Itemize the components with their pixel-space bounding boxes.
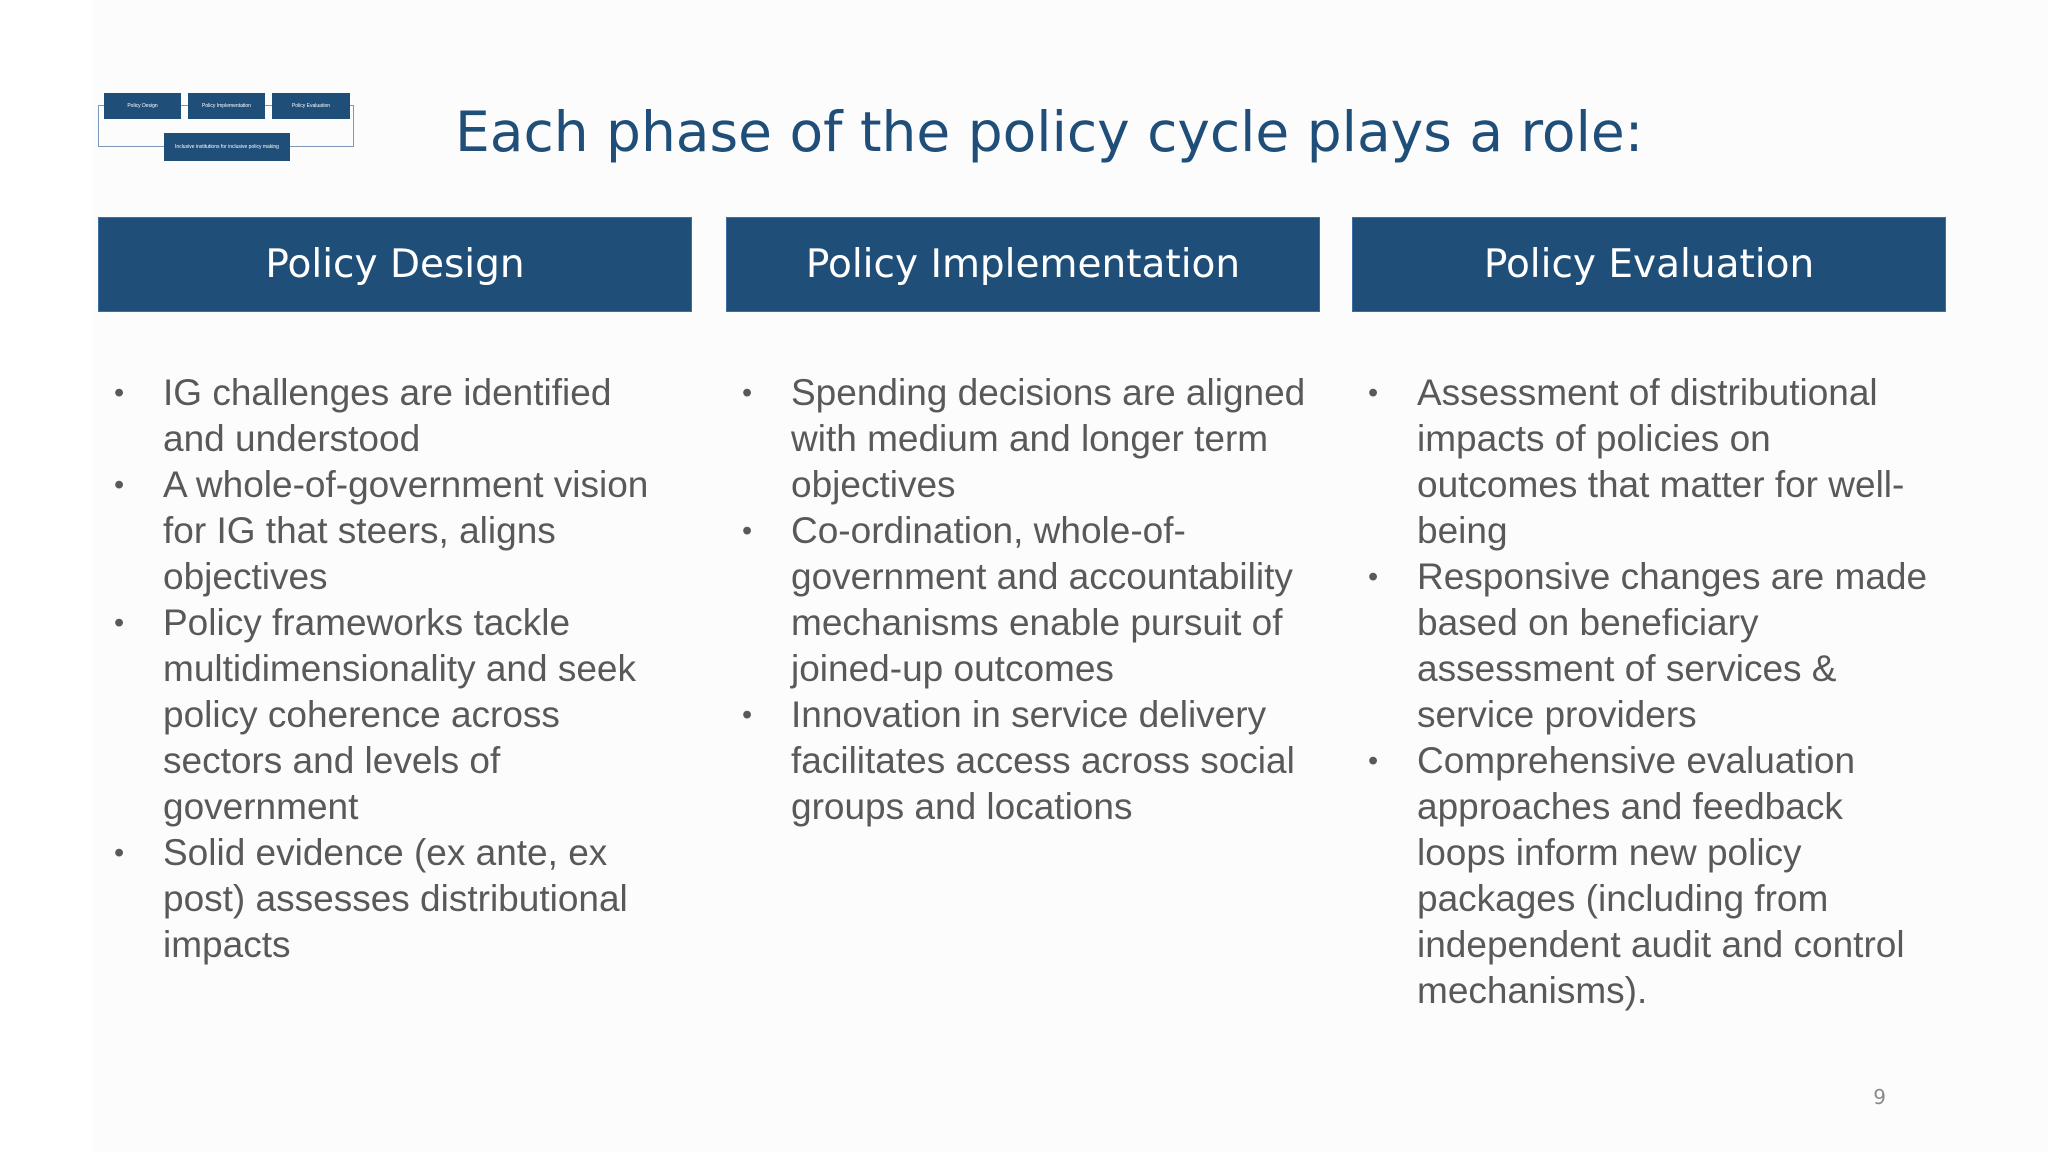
bullet-text: Comprehensive evaluation approaches and feedback loops inform new policy packages (including from independent audit and control mechanisms). (1417, 740, 1905, 1011)
bullet-text: Innovation in service delivery facilitates access across social groups and locations (791, 694, 1295, 827)
bullet-item (112, 370, 682, 462)
bullet-icon: • (114, 377, 125, 409)
thumbnail-box-policy-implementation: Policy Implementation (188, 93, 265, 119)
thumbnail-box-policy-evaluation: Policy Evaluation (272, 93, 350, 119)
bullet-text: Co-ordination, whole-of-government and accountability mechanisms enable pursuit of joined-up outcomes (791, 510, 1293, 689)
bullet-item (1366, 554, 1936, 738)
bullet-item (112, 462, 682, 600)
policy-evaluation-bullet-list (1366, 370, 1936, 1014)
bullet-icon: • (742, 699, 753, 731)
bullet-text: Responsive changes are made based on beneficiary assessment of services & service providers (1417, 556, 1928, 735)
header-policy-design: Policy Design (98, 217, 692, 312)
bullet-icon: • (114, 607, 125, 639)
bullet-text: Solid evidence (ex ante, ex post) assesses distributional impacts (163, 832, 628, 965)
policy-cycle-thumbnail (98, 91, 358, 163)
bullet-icon: • (1368, 745, 1379, 777)
bullet-item (740, 370, 1310, 508)
bullet-item (112, 830, 682, 968)
policy-design-bullet-list (112, 370, 682, 968)
bullet-text: Assessment of distributional impacts of policies on outcomes that matter for well-being (1417, 372, 1905, 551)
bullet-item (740, 692, 1310, 830)
bullet-text: A whole-of-government vision for IG that steers, aligns objectives (163, 464, 649, 597)
bullet-icon: • (1368, 561, 1379, 593)
slide-title: Each phase of the policy cycle plays a role: (455, 100, 1644, 164)
header-policy-implementation: Policy Implementation (726, 217, 1320, 312)
bullet-item (1366, 738, 1936, 1014)
policy-implementation-bullet-list (740, 370, 1310, 830)
bullet-item (1366, 370, 1936, 554)
thumbnail-box-policy-design: Policy Design (104, 93, 181, 119)
bullet-text: IG challenges are identified and understood (163, 372, 612, 459)
bullet-icon: • (114, 469, 125, 501)
bullet-text: Spending decisions are aligned with medium and longer term objectives (791, 372, 1306, 505)
bullet-item (112, 600, 682, 830)
bullet-text: Policy frameworks tackle multidimensionality and seek policy coherence across sectors and levels of government (163, 602, 637, 827)
bullet-item (740, 508, 1310, 692)
bullet-icon: • (742, 377, 753, 409)
bullet-icon: • (114, 837, 125, 869)
bullet-icon: • (1368, 377, 1379, 409)
page-number: 9 (1873, 1085, 1886, 1109)
thumbnail-box-inclusive-institutions: Inclusive institutions for inclusive policy making (164, 133, 290, 161)
bullet-icon: • (742, 515, 753, 547)
header-policy-evaluation: Policy Evaluation (1352, 217, 1946, 312)
